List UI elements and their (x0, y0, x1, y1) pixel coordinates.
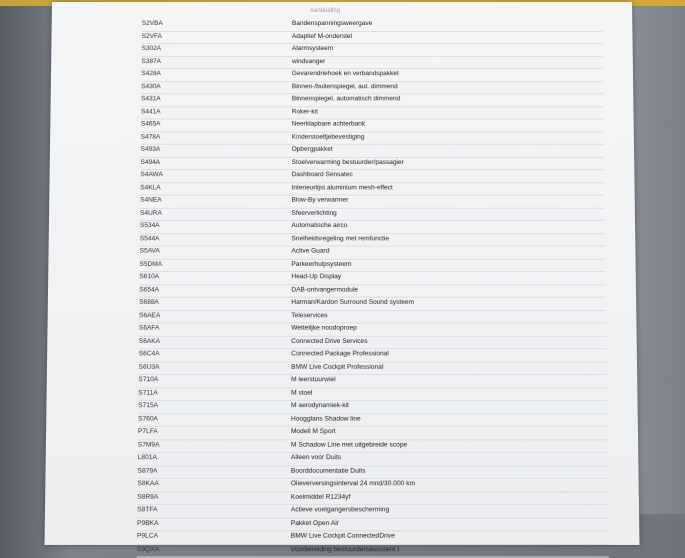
option-description: M aerodynamiek-kit (291, 401, 349, 410)
option-code: L801A (137, 453, 157, 462)
option-description: Binnen-/buitenspiegel, aut. dimmend (291, 82, 398, 90)
option-code: S8TFA (137, 506, 158, 514)
option-code: S710A (138, 376, 159, 384)
option-description: Teleservices (291, 311, 328, 319)
list-item (142, 19, 603, 32)
list-item (142, 32, 603, 45)
option-description: Stoelverwarming bestuurder/passagier (291, 158, 404, 166)
list-item (140, 234, 605, 247)
option-description: BMW Live Cockpit Professional (291, 363, 384, 371)
option-code: S5AVA (139, 247, 160, 255)
list-item (139, 311, 606, 324)
list-item (137, 492, 608, 505)
option-code: S4KLA (140, 183, 161, 191)
option-description: Active Guard (291, 247, 330, 255)
option-code: S493A (140, 145, 161, 153)
option-description: Actieve voetgangersbescherming (290, 506, 390, 514)
list-item (140, 208, 605, 221)
option-code: P7LFA (137, 427, 158, 436)
option-code: S654A (139, 285, 160, 294)
list-item (138, 375, 606, 388)
list-item (137, 518, 609, 531)
option-code: S387A (141, 57, 162, 65)
option-description: Opbergpakket (291, 145, 333, 153)
option-code: S610A (139, 273, 160, 281)
list-item (139, 323, 606, 336)
option-code: S478A (140, 133, 161, 141)
option-description: Modell M Sport (290, 427, 336, 436)
list-item (137, 531, 609, 544)
list-item (141, 132, 604, 145)
list-item (141, 69, 603, 82)
option-code: S760A (137, 414, 158, 423)
option-description: DAB-ontvangermodule (291, 285, 358, 294)
option-code: S6U3A (138, 363, 160, 371)
option-code: S4NEA (140, 196, 162, 204)
option-description: Roker-kit (291, 107, 318, 115)
option-code: S9QXA (136, 545, 160, 553)
option-code: S6AEA (138, 311, 161, 319)
option-description: Neerklapbare achterbank (291, 120, 366, 128)
list-item (141, 57, 602, 70)
list-item (137, 466, 607, 479)
option-description: Harman/Kardon Surround Sound systeem (291, 298, 415, 306)
list-item (138, 440, 608, 453)
option-code: S711A (138, 388, 158, 397)
option-code: S431A (141, 95, 161, 103)
option-description: Parkeerhulpsysteem (291, 260, 352, 268)
option-description: M leerstuurwiel (291, 376, 336, 384)
list-item (138, 414, 607, 427)
list-item (137, 544, 609, 557)
option-code: S430A (141, 82, 161, 90)
option-description: Bandenspanningsweergave (291, 19, 373, 27)
column-header: Aanduiding (309, 7, 341, 14)
option-description: Dashboard Sensatec (291, 171, 353, 179)
option-description: Alleen voor Duits (290, 453, 342, 462)
list-item (138, 453, 608, 466)
list-item (140, 221, 605, 234)
option-description: Hoogglans Shadow line (290, 414, 361, 423)
option-code: P9LCA (136, 532, 159, 540)
list-item (138, 401, 607, 414)
option-description: Alarmsysteem (291, 45, 334, 53)
option-code: S6C4A (138, 350, 160, 358)
list-item (139, 285, 605, 298)
option-code: S879A (137, 466, 158, 475)
option-description: Binnenspiegel, automatisch dimmend (291, 95, 401, 103)
option-description: Wettelijke noodoproep (291, 324, 357, 332)
option-code: S8R9A (137, 493, 159, 501)
list-item (139, 272, 605, 285)
option-code: S6AFA (138, 324, 160, 332)
option-code: S5DMA (139, 260, 163, 268)
list-item (138, 427, 608, 440)
list-item (138, 388, 607, 401)
option-description: Pakket Open Air (290, 519, 339, 527)
option-description: Interieurlijst aluminium mesh-effect (291, 183, 393, 191)
option-code: S4AWA (140, 171, 163, 179)
list-item (137, 505, 608, 518)
option-description: Snelheidsregeling met remfunctie (291, 234, 389, 242)
option-description: Head-Up Display (291, 273, 342, 281)
list-item (138, 362, 606, 375)
option-description: Sfeerverlichting (291, 209, 337, 217)
option-code: S465A (140, 120, 161, 128)
list-item (139, 259, 605, 272)
option-code: S494A (140, 158, 161, 166)
option-description: Olieverversingsinterval 24 mnd/30.000 km (290, 480, 416, 488)
option-code: S4URA (139, 209, 162, 217)
option-description: Blow-By verwarmer (291, 196, 349, 204)
document-page (44, 2, 639, 553)
option-code: S688A (139, 298, 159, 306)
option-description: Voorbereiding bestuurdersassistent I (290, 545, 399, 553)
option-description: BMW Live Cockpit ConnectedDrive (290, 532, 395, 540)
list-item (140, 246, 606, 259)
option-description: Connected Package Professional (291, 350, 389, 358)
option-code: S2VBA (141, 19, 163, 27)
list-item (139, 349, 607, 362)
list-item (140, 196, 605, 209)
option-description: Koelmiddel R1234yf (290, 493, 351, 501)
option-description: Automatische airco (291, 221, 348, 230)
option-code: S715A (138, 401, 159, 410)
list-item (139, 336, 607, 349)
option-description: Kinderstoeltjebevestiging (291, 133, 365, 141)
list-item (141, 119, 604, 132)
option-code: S302A (141, 45, 162, 53)
option-description: Boorddocumentatie Duits (290, 466, 366, 475)
option-description: Adaptief M-onderstel (291, 32, 353, 40)
option-code: S534A (139, 221, 160, 230)
list-item (141, 107, 604, 120)
list-item (140, 170, 604, 183)
options-list (44, 19, 639, 558)
list-item (141, 145, 604, 158)
list-item (140, 157, 604, 170)
option-description: Gevarendriehoek en verbandspakket (291, 70, 399, 78)
option-code: S544A (139, 234, 160, 242)
option-code: S441A (140, 107, 161, 115)
list-item (141, 94, 603, 107)
option-description: M stoel (291, 388, 313, 397)
list-item (141, 44, 602, 57)
option-code: S8KAA (137, 480, 159, 488)
option-code: S2VFA (141, 32, 162, 40)
list-item (137, 479, 608, 492)
list-item (140, 183, 604, 196)
option-description: Connected Drive Services (291, 337, 368, 345)
list-item (139, 298, 606, 311)
option-description: M Schadow Line met uitgebreide scope (290, 440, 408, 449)
option-code: S428A (141, 70, 161, 78)
option-code: S7M9A (137, 440, 160, 449)
list-item (141, 82, 603, 95)
option-description: windvanger (291, 57, 326, 65)
option-code: P9BKA (137, 519, 159, 527)
option-code: S6AKA (138, 337, 161, 345)
